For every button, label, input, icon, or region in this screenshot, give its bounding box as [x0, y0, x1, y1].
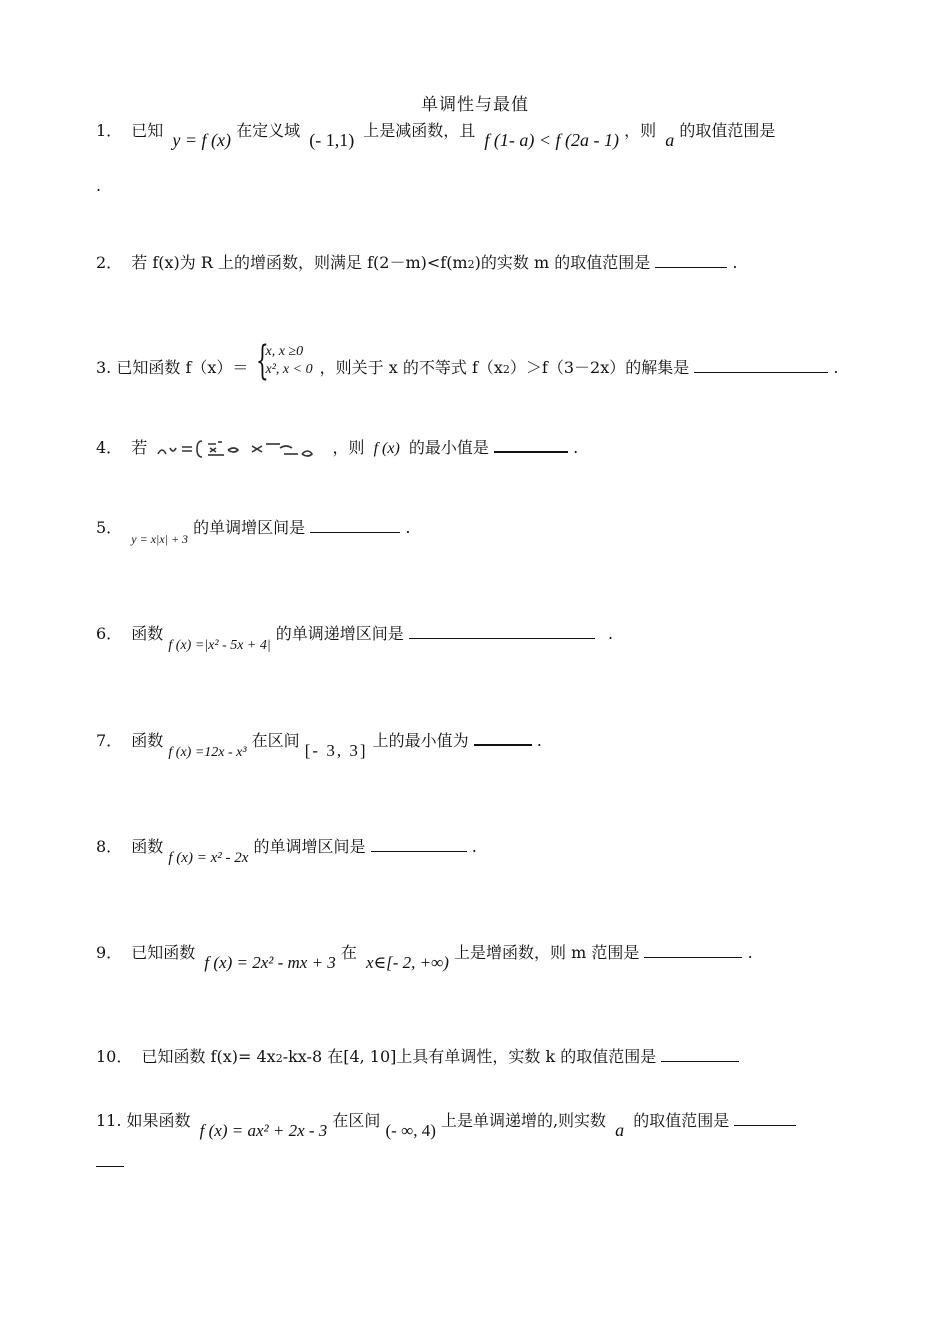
question-text: 已知函数 f(x)= 4x	[141, 1047, 276, 1066]
superscript: 2	[467, 258, 475, 271]
answer-blank[interactable]	[661, 1046, 739, 1062]
question-text: 上是增函数，则 m 范围是	[454, 943, 640, 962]
math-expression: f (x) = x² - 2x	[168, 850, 249, 866]
question-7	[96, 729, 542, 760]
question-text: 已知	[131, 121, 164, 140]
question-text: 的取值范围是	[633, 1111, 730, 1130]
question-text: 如果函数	[126, 1111, 191, 1130]
answer-blank[interactable]	[409, 623, 595, 639]
piecewise-function	[255, 338, 313, 384]
period: .	[573, 438, 579, 457]
question-number: 4．	[96, 438, 123, 457]
period: .	[732, 253, 738, 272]
piece-row: x, x ≥0	[265, 344, 304, 359]
question-8	[96, 835, 477, 866]
question-text: 的最小值是	[408, 438, 489, 457]
math-expression: (- ∞, 4)	[385, 1121, 436, 1140]
question-number: 5．	[96, 518, 123, 537]
question-text: 上的最小值为	[372, 731, 469, 750]
question-5	[96, 516, 411, 546]
question-number: 7．	[96, 731, 123, 750]
period: .	[471, 837, 477, 856]
math-expression: f (x) = ax² + 2x - 3	[199, 1121, 328, 1140]
answer-blank[interactable]	[644, 942, 742, 958]
question-text: 的单调增区间是	[253, 837, 366, 856]
question-text: ）＞f（3－2x）的解集是	[509, 358, 690, 377]
question-number: 9．	[96, 943, 123, 962]
answer-blank[interactable]	[310, 517, 400, 533]
question-text: 的单调递增区间是	[275, 624, 404, 643]
period: .	[536, 731, 542, 750]
period: .	[833, 358, 839, 377]
math-variable: a	[665, 130, 675, 150]
question-text: 函数	[131, 731, 164, 750]
math-expression: f (x)	[373, 440, 400, 457]
question-text: 在	[340, 943, 357, 962]
answer-blank[interactable]	[494, 436, 568, 453]
math-expression: f (x) =|x² - 5x + 4|	[168, 638, 271, 653]
question-text: 在区间	[332, 1111, 381, 1130]
answer-blank[interactable]	[655, 252, 727, 268]
math-expression: f (1- a) < f (2a - 1)	[484, 130, 620, 150]
question-3	[96, 338, 839, 384]
question-number: 8．	[96, 837, 123, 856]
math-expression: (- 1,1)	[309, 130, 355, 150]
question-9	[96, 941, 753, 972]
math-expression: f (x) = 2x² - mx + 3	[204, 953, 336, 972]
question-text: 上是单调递增的,则实数	[440, 1111, 607, 1130]
question-text: ，则关于 x 的不等式 f（x	[319, 358, 503, 377]
math-expression: y = x|x| + 3	[131, 532, 189, 546]
superscript: 2	[275, 1052, 283, 1065]
question-text: 的单调增区间是	[193, 518, 306, 537]
question-text: 已知函数	[131, 943, 196, 962]
question-text: ，则	[624, 121, 657, 140]
math-expression: [- 3, 3]	[304, 741, 368, 760]
question-text: 在区间	[251, 731, 300, 750]
question-2	[96, 251, 737, 277]
question-text: 已知函数 f（x）＝	[116, 358, 249, 377]
question-6	[96, 622, 614, 653]
garbled-formula-image	[152, 438, 327, 460]
math-expression: f (x) =12x - x³	[168, 745, 247, 760]
question-number: 2．	[96, 253, 123, 272]
question-1-continuation: .	[96, 176, 102, 195]
superscript: 2	[502, 363, 510, 376]
period: .	[747, 943, 753, 962]
question-number: 6．	[96, 624, 123, 643]
question-text: 上是减函数，且	[363, 121, 476, 140]
answer-blank-continuation[interactable]	[96, 1166, 124, 1167]
question-number: 3.	[96, 358, 112, 377]
question-text: ，则	[332, 438, 365, 457]
page-title: 单调性与最值	[421, 95, 529, 115]
answer-blank[interactable]	[371, 836, 467, 852]
question-text: 在定义域	[236, 121, 301, 140]
answer-blank[interactable]	[734, 1110, 796, 1126]
question-text: 的取值范围是	[679, 121, 776, 140]
question-number: 10．	[96, 1047, 133, 1066]
math-expression: x∈[- 2, +∞)	[366, 953, 449, 972]
question-1	[96, 118, 776, 150]
question-10	[96, 1045, 739, 1071]
question-text: 函数	[131, 624, 164, 643]
period: .	[608, 624, 614, 643]
math-variable: a	[615, 1120, 625, 1140]
question-text: -kx-8 在[4, 10]上具有单调性，实数 k 的取值范围是	[282, 1047, 657, 1066]
question-11	[96, 1108, 796, 1140]
question-number: 1．	[96, 121, 123, 140]
question-number: 11.	[96, 1111, 122, 1130]
piece-row: x², x < 0	[265, 362, 313, 377]
question-4	[96, 436, 578, 461]
brace-icon: {	[255, 338, 269, 384]
period: .	[405, 518, 411, 537]
answer-blank[interactable]	[694, 357, 828, 373]
math-expression: y = f (x)	[172, 130, 232, 150]
answer-blank[interactable]	[474, 729, 532, 746]
question-text: 函数	[131, 837, 164, 856]
question-text: )的实数 m 的取值范围是	[474, 253, 651, 272]
question-text: 若 f(x)为 R 上的增函数，则满足 f(2－m)<f(m	[131, 253, 468, 272]
question-text: 若	[131, 438, 148, 457]
